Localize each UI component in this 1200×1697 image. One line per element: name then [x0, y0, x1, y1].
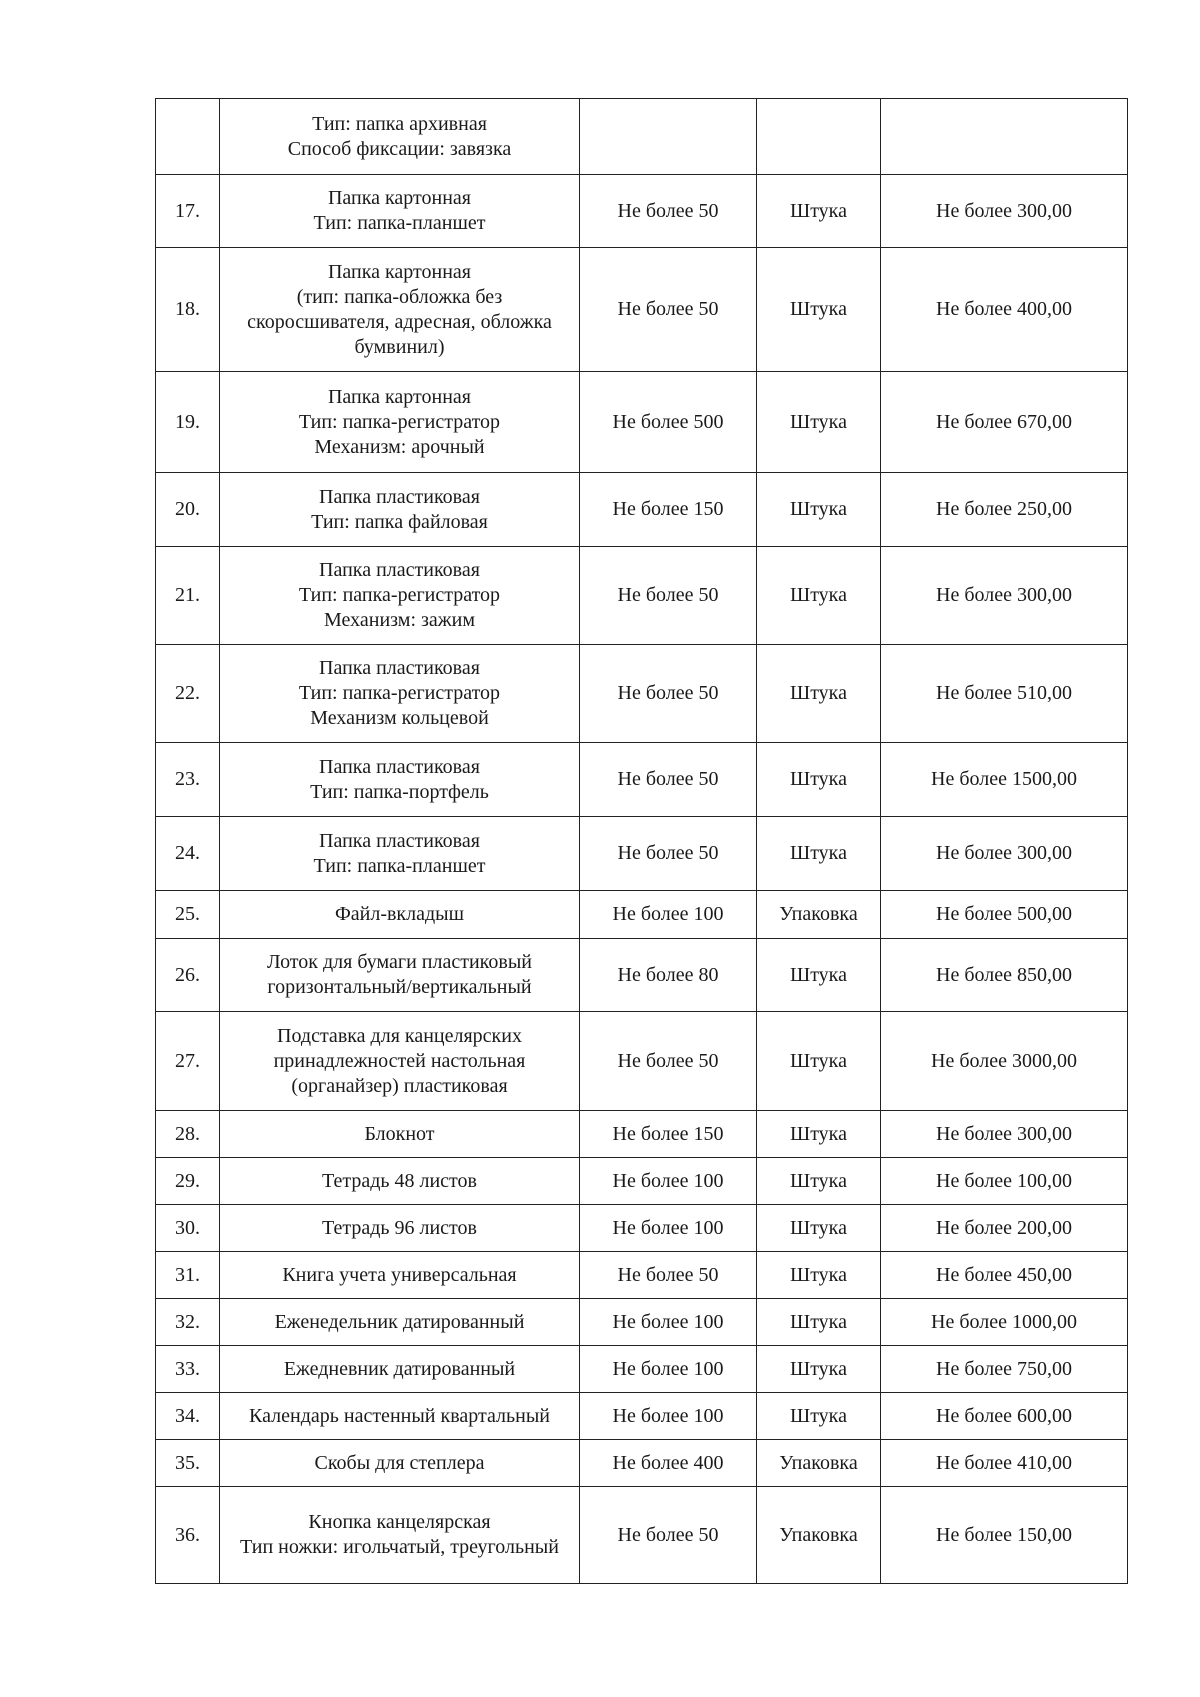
quantity-cell: Не более 100 — [580, 1393, 757, 1440]
table-row — [156, 1393, 1128, 1440]
unit-cell: Штука — [757, 817, 881, 891]
row-number-cell: 28. — [156, 1111, 220, 1158]
quantity-cell: Не более 150 — [580, 473, 757, 547]
item-name-cell: Ежедневник датированный — [220, 1346, 580, 1393]
unit-cell: Штука — [757, 175, 881, 248]
unit-cell: Упаковка — [757, 891, 881, 939]
row-number-cell: 35. — [156, 1440, 220, 1487]
price-cell: Не более 850,00 — [881, 939, 1128, 1012]
item-name-cell: Календарь настенный квартальный — [220, 1393, 580, 1440]
quantity-cell: Не более 100 — [580, 1346, 757, 1393]
row-number-cell: 21. — [156, 547, 220, 645]
price-cell: Не более 300,00 — [881, 817, 1128, 891]
item-name-cell: Папка пластиковая Тип: папка-регистратор Механизм кольцевой — [220, 645, 580, 743]
quantity-cell: Не более 50 — [580, 743, 757, 817]
item-name-cell: Файл-вкладыш — [220, 891, 580, 939]
table-row — [156, 372, 1128, 473]
item-name-cell: Папка пластиковая Тип: папка-портфель — [220, 743, 580, 817]
unit-cell: Упаковка — [757, 1440, 881, 1487]
row-number-cell: 25. — [156, 891, 220, 939]
item-name-cell: Еженедельник датированный — [220, 1299, 580, 1346]
items-table — [155, 98, 1128, 1584]
table-row — [156, 891, 1128, 939]
table-row — [156, 1299, 1128, 1346]
item-name-cell: Скобы для степлера — [220, 1440, 580, 1487]
quantity-cell: Не более 50 — [580, 547, 757, 645]
table-row — [156, 1252, 1128, 1299]
table-row — [156, 99, 1128, 175]
price-cell: Не более 150,00 — [881, 1487, 1128, 1584]
quantity-cell: Не более 50 — [580, 1487, 757, 1584]
item-name-cell: Тип: папка архивная Способ фиксации: завязка — [220, 99, 580, 175]
unit-cell: Штука — [757, 743, 881, 817]
quantity-cell: Не более 100 — [580, 1205, 757, 1252]
item-name-cell: Папка картонная (тип: папка-обложка без скоросшивателя, адресная, обложка бумвинил) — [220, 248, 580, 372]
row-number-cell: 32. — [156, 1299, 220, 1346]
table-row — [156, 1012, 1128, 1111]
price-cell: Не более 500,00 — [881, 891, 1128, 939]
price-cell: Не более 750,00 — [881, 1346, 1128, 1393]
unit-cell: Упаковка — [757, 1487, 881, 1584]
price-cell — [881, 99, 1128, 175]
unit-cell: Штука — [757, 1158, 881, 1205]
unit-cell: Штука — [757, 473, 881, 547]
table-row — [156, 817, 1128, 891]
unit-cell: Штука — [757, 1252, 881, 1299]
row-number-cell: 29. — [156, 1158, 220, 1205]
row-number-cell: 18. — [156, 248, 220, 372]
row-number-cell — [156, 99, 220, 175]
table-row — [156, 1440, 1128, 1487]
table-row — [156, 175, 1128, 248]
table-row — [156, 1205, 1128, 1252]
price-cell: Не более 670,00 — [881, 372, 1128, 473]
price-cell: Не более 410,00 — [881, 1440, 1128, 1487]
item-name-cell: Подставка для канцелярских принадлежностей настольная (органайзер) пластиковая — [220, 1012, 580, 1111]
unit-cell — [757, 99, 881, 175]
quantity-cell: Не более 50 — [580, 248, 757, 372]
unit-cell: Штука — [757, 1346, 881, 1393]
unit-cell: Штука — [757, 248, 881, 372]
row-number-cell: 17. — [156, 175, 220, 248]
table-row — [156, 1487, 1128, 1584]
item-name-cell: Тетрадь 96 листов — [220, 1205, 580, 1252]
row-number-cell: 36. — [156, 1487, 220, 1584]
quantity-cell: Не более 150 — [580, 1111, 757, 1158]
items-table-body — [156, 99, 1128, 1584]
unit-cell: Штука — [757, 547, 881, 645]
row-number-cell: 23. — [156, 743, 220, 817]
row-number-cell: 26. — [156, 939, 220, 1012]
item-name-cell: Тетрадь 48 листов — [220, 1158, 580, 1205]
price-cell: Не более 250,00 — [881, 473, 1128, 547]
price-cell: Не более 300,00 — [881, 175, 1128, 248]
row-number-cell: 34. — [156, 1393, 220, 1440]
table-row — [156, 1158, 1128, 1205]
quantity-cell — [580, 99, 757, 175]
quantity-cell: Не более 50 — [580, 1252, 757, 1299]
price-cell: Не более 300,00 — [881, 1111, 1128, 1158]
table-row — [156, 645, 1128, 743]
quantity-cell: Не более 50 — [580, 175, 757, 248]
table-row — [156, 1346, 1128, 1393]
item-name-cell: Папка пластиковая Тип: папка файловая — [220, 473, 580, 547]
row-number-cell: 27. — [156, 1012, 220, 1111]
price-cell: Не более 300,00 — [881, 547, 1128, 645]
quantity-cell: Не более 50 — [580, 817, 757, 891]
table-row — [156, 248, 1128, 372]
row-number-cell: 33. — [156, 1346, 220, 1393]
item-name-cell: Блокнот — [220, 1111, 580, 1158]
unit-cell: Штука — [757, 372, 881, 473]
quantity-cell: Не более 400 — [580, 1440, 757, 1487]
table-row — [156, 743, 1128, 817]
item-name-cell: Папка картонная Тип: папка-планшет — [220, 175, 580, 248]
unit-cell: Штука — [757, 939, 881, 1012]
unit-cell: Штука — [757, 1205, 881, 1252]
item-name-cell: Папка пластиковая Тип: папка-регистратор Механизм: зажим — [220, 547, 580, 645]
row-number-cell: 24. — [156, 817, 220, 891]
price-cell: Не более 450,00 — [881, 1252, 1128, 1299]
price-cell: Не более 200,00 — [881, 1205, 1128, 1252]
price-cell: Не более 600,00 — [881, 1393, 1128, 1440]
item-name-cell: Папка картонная Тип: папка-регистратор Механизм: арочный — [220, 372, 580, 473]
quantity-cell: Не более 50 — [580, 645, 757, 743]
unit-cell: Штука — [757, 645, 881, 743]
row-number-cell: 30. — [156, 1205, 220, 1252]
quantity-cell: Не более 80 — [580, 939, 757, 1012]
item-name-cell: Лоток для бумаги пластиковый горизонтальный/вертикальный — [220, 939, 580, 1012]
table-row — [156, 939, 1128, 1012]
table-row — [156, 473, 1128, 547]
quantity-cell: Не более 500 — [580, 372, 757, 473]
price-cell: Не более 1000,00 — [881, 1299, 1128, 1346]
table-row — [156, 1111, 1128, 1158]
row-number-cell: 22. — [156, 645, 220, 743]
quantity-cell: Не более 100 — [580, 1299, 757, 1346]
unit-cell: Штука — [757, 1012, 881, 1111]
item-name-cell: Книга учета универсальная — [220, 1252, 580, 1299]
quantity-cell: Не более 100 — [580, 891, 757, 939]
quantity-cell: Не более 100 — [580, 1158, 757, 1205]
unit-cell: Штука — [757, 1393, 881, 1440]
price-cell: Не более 100,00 — [881, 1158, 1128, 1205]
item-name-cell: Папка пластиковая Тип: папка-планшет — [220, 817, 580, 891]
unit-cell: Штука — [757, 1299, 881, 1346]
row-number-cell: 31. — [156, 1252, 220, 1299]
row-number-cell: 20. — [156, 473, 220, 547]
price-cell: Не более 3000,00 — [881, 1012, 1128, 1111]
table-row — [156, 547, 1128, 645]
quantity-cell: Не более 50 — [580, 1012, 757, 1111]
price-cell: Не более 510,00 — [881, 645, 1128, 743]
item-name-cell: Кнопка канцелярская Тип ножки: игольчатый, треугольный — [220, 1487, 580, 1584]
price-cell: Не более 400,00 — [881, 248, 1128, 372]
unit-cell: Штука — [757, 1111, 881, 1158]
price-cell: Не более 1500,00 — [881, 743, 1128, 817]
row-number-cell: 19. — [156, 372, 220, 473]
